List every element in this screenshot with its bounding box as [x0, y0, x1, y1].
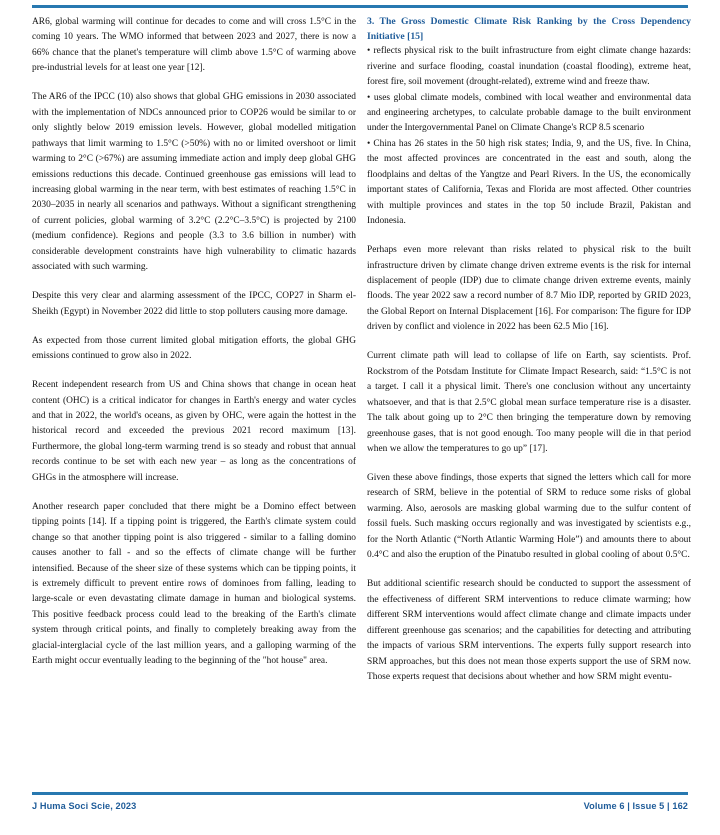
list-item: • China has 26 states in the 50 high risk states; India, 9, and the US, five. In China, the most affected provinces are concentrated in the east and south, along the floodplains and deltas of the Yangtze and Pearl Rivers. In the US, the economically important states of California, Texas and Florida are most affected. Other countries with multiple provinces and states in the top 50 include Brazil, Pakistan and Indonesia.: [367, 138, 691, 227]
header-rule: [32, 5, 688, 8]
page-footer: [32, 792, 688, 811]
two-column-body: [32, 15, 691, 767]
paragraph: Recent independent research from US and China shows that change in ocean heat content (OHC) is a critical indicator for changes in Earth's energy and water cycles and that in 2022, the world's oceans, as given by OHC, were again the hottest in the historical record and exceeded the previous 2021 record maximum [13]. Furthermore, the global long-term warming trend is so steady and robust that annual records continue to be set with each new year – as long as the concentrations of GHGs in the atmosphere will increase.: [32, 380, 356, 483]
paragraph: AR6, global warming will continue for decades to come and will cross 1.5°C in the coming 10 years. The WMO informed that between 2023 and 2027, there is now a 66% chance that the planet's temperature will climb above 1.5°C of warming above pre-industrial levels for at least one year [12].: [32, 17, 356, 74]
section-heading: 3. The Gross Domestic Climate Risk Ranking by the Cross Dependency Initiative [15]: [367, 16, 691, 42]
list-item: • uses global climate models, combined with local weather and environmental data and engineering archetypes, to calculate probable damage to the built environment under the Intergovernmental Panel on Climate Change's RCP 8.5 scenario: [367, 92, 691, 134]
right-column: [367, 15, 691, 767]
paragraph: Another research paper concluded that there might be a Domino effect between tipping points [14]. If a tipping point is triggered, the Earth's climate system could change so that another tipping point is also triggered - similar to a falling domino causes another to fall - and so the effects of climate change will be further intensified. Because of the sheer size of these systems which can be tipping points, it is extremely difficult to prevent entire rows of dominoes from falling, leading to large-scale or even devastating climate damage in human and biological systems. This positive feedback process could lead to the breaking of the Earth's climate system through critical points, and finally to completely breaking away from the glacial-interglacial cycle of the last million years, and a galloping warming of the Earth might occur eventually leading to the beginning of the "hot house" area.: [32, 501, 356, 667]
volume-issue-page: Volume 6 | Issue 5 | 162: [583, 801, 688, 811]
paragraph: Despite this very clear and alarming assessment of the IPCC, COP27 in Sharm el-Sheikh (Egypt) in November 2022 did little to stop polluters causing more damage.: [32, 291, 356, 317]
paragraph: The AR6 of the IPCC (10) also shows that global GHG emissions in 2030 associated with the implementation of NDCs announced prior to COP26 would be similar to or only slightly below 2019 emission levels. However, global modelled mitigation pathways that limit warming to 1.5°C (>50%) with no or limited overshoot or limit warming to 2°C (>67%) are assuming immediate action and imply deep global GHG emissions reductions this decade. Continued greenhouse gas emissions will lead to increasing global warming in the near term, with best estimates of reaching 1.5°C in 2030–2035 in nearly all scenarios and pathways. Without a significant strengthening of current policies, global warming of 3.2°C (2.2°C–3.5°C) is projected by 2100 (medium confidence). Regions and people (3.3 to 3.6 billion in number) with considerable development constraints have high vulnerability to climatic hazards associated with such warming.: [32, 92, 356, 273]
footer-row: [32, 801, 688, 811]
footer-rule: [32, 792, 688, 795]
left-column: [32, 15, 356, 767]
list-item: • reflects physical risk to the built infrastructure from eight climate change hazards: riverine and surface flooding, coastal inundation (coastal flooding), extreme heat, forest fire, soil movement (drought-related), extreme wind and freeze thaw.: [367, 46, 691, 88]
paragraph: But additional scientific research should be conducted to support the assessment of the effectiveness of different SRM interventions to reduce climate warming; how different SRM interventions would affect climate change and climate impacts under different greenhouse gas scenarios; and the capabilities for detecting and attributing the impacts of various SRM interventions. The experts fully support research into SRM approaches, but this does not mean those experts support the use of SRM now. Those experts request that decisions about whether and how SRM might eventu-: [367, 579, 691, 682]
paragraph: Given these above findings, those experts that signed the letters which call for more research of SRM, believe in the potential of SRM to reduce some risks of global warming. Also, aerosols are masking global warming due to the sulfur content of fossil fuels. Such masking occurs regionally and was investigated by scientists e.g., for the North Atlantic (“North Atlantic Warming Hole”) and amounts there to about 0.4°C and also the eruption of the Pinatubo resulted in global cooling of about 0.5°C.: [367, 473, 691, 561]
paragraph: Current climate path will lead to collapse of life on Earth, say scientists. Prof. Rockstrom of the Potsdam Institute for Climate Impact Research, said: “1.5°C is not a target. I call it a physical limit. There's one conclusion without any uncertainty whatsoever, and that is that 2.5°C global mean surface temperature rise is a disaster. The talk about going up to 2°C then bringing the temperature down by removing greenhouse gases, that is not good enough. Too many people will die in that period when we allow the temperatures to go up” [17].: [367, 351, 691, 455]
paragraph: Perhaps even more relevant than risks related to physical risk to the built infrastructure driven by climate change driven extreme events is the risk for internal displacement of people (IDP) due to climate change driven extreme events, mainly floods. The year 2022 saw a record number of 8.7 Mio IDP, reported by GRID 2023, the Global Report on Internal Displacement [16]. For comparison: The figure for IDP driven by conflict and violence in 2022 has been 62.5 Mio [16].: [367, 245, 691, 333]
bullet-list: [367, 44, 691, 229]
paragraph: As expected from those current limited global mitigation efforts, the global GHG emissions continued to grow also in 2022.: [32, 335, 356, 362]
journal-name: J Huma Soci Scie, 2023: [32, 801, 137, 811]
